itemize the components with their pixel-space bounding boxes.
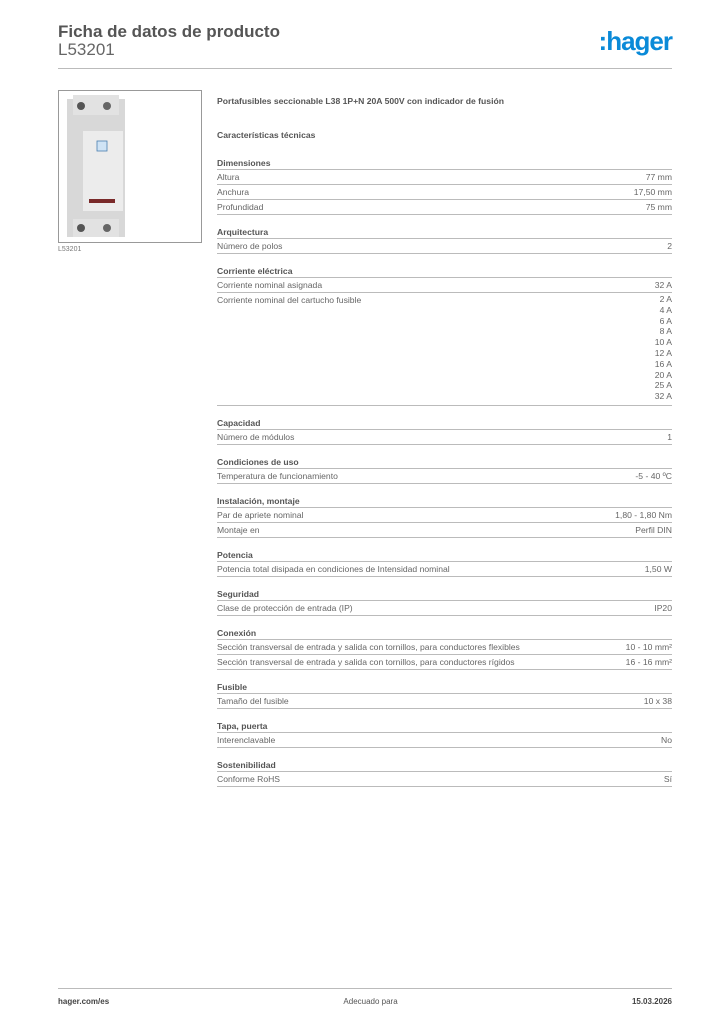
spec-section xyxy=(217,548,672,577)
spec-label: Número de polos xyxy=(217,241,283,251)
spec-row xyxy=(217,469,672,484)
section-title: Potencia xyxy=(217,548,672,562)
spec-row xyxy=(217,601,672,616)
spec-row xyxy=(217,733,672,748)
section-title: Capacidad xyxy=(217,416,672,430)
hager-logo: :hager xyxy=(598,26,672,56)
spec-label: Anchura xyxy=(217,187,250,197)
spec-row xyxy=(217,430,672,445)
spec-value: 1,80 - 1,80 Nm xyxy=(615,509,672,520)
spec-label: Sección transversal de entrada y salida con tornillos, para conductores rígidos xyxy=(217,656,515,667)
spec-value: 2 A xyxy=(659,294,672,304)
spec-label: Potencia total disipada en condiciones de Intensidad nominal xyxy=(217,563,450,574)
spec-section xyxy=(217,680,672,709)
page-title: Ficha de datos de producto xyxy=(58,22,280,41)
footer-website[interactable]: hager.com/es xyxy=(58,997,110,1006)
section-title: Seguridad xyxy=(217,587,672,601)
spec-value: 20 A xyxy=(654,369,672,380)
spec-section xyxy=(217,587,672,616)
section-title: Sostenibilidad xyxy=(217,758,672,772)
section-title: Corriente eléctrica xyxy=(217,264,672,278)
spec-value: 10 - 10 mm² xyxy=(625,641,672,652)
spec-value: 8 A xyxy=(659,326,672,337)
spec-label: Interenclavable xyxy=(217,734,276,745)
spec-row xyxy=(217,640,672,655)
section-title: Conexión xyxy=(217,626,672,640)
spec-row xyxy=(217,200,672,215)
spec-section xyxy=(217,264,672,406)
spec-values xyxy=(655,293,672,405)
spec-value: 12 A xyxy=(654,347,672,358)
section-title: Tapa, puerta xyxy=(217,719,672,733)
spec-section xyxy=(217,455,672,484)
spec-section xyxy=(217,416,672,445)
spec-label: Par de apriete nominal xyxy=(217,509,304,520)
section-title: Instalación, montaje xyxy=(217,494,672,508)
spec-row xyxy=(217,772,672,787)
spec-row xyxy=(217,508,672,523)
spec-section xyxy=(217,758,672,787)
spec-value: 32 A xyxy=(654,280,672,290)
spec-value: 32 A xyxy=(654,391,672,402)
spec-section xyxy=(217,494,672,538)
spec-row xyxy=(217,293,672,406)
spec-value: IP20 xyxy=(654,602,672,613)
spec-label: Sección transversal de entrada y salida con tornillos, para conductores flexibles xyxy=(217,641,520,652)
spec-label: Temperatura de funcionamiento xyxy=(217,470,338,481)
spec-row xyxy=(217,170,672,185)
spec-row xyxy=(217,562,672,577)
spec-value: 10 A xyxy=(654,337,672,348)
spec-row xyxy=(217,185,672,200)
spec-row xyxy=(217,694,672,709)
spec-label: Altura xyxy=(217,172,240,182)
spec-label: Conforme RoHS xyxy=(217,773,281,784)
spec-value: 77 mm xyxy=(645,172,672,182)
spec-value: Sí xyxy=(663,773,672,784)
spec-label: Profundidad xyxy=(217,202,264,212)
product-image xyxy=(58,90,202,243)
spec-value: -5 - 40 ºC xyxy=(635,470,672,481)
spec-label: Montaje en xyxy=(217,524,260,535)
spec-value: 1 xyxy=(667,431,672,442)
product-description: Portafusibles seccionable L38 1P+N 20A 500V con indicador de fusión xyxy=(217,96,504,106)
section-title: Condiciones de uso xyxy=(217,455,672,469)
spec-value: 25 A xyxy=(654,380,672,391)
footer-date: 15.03.2026 xyxy=(631,997,672,1006)
footer xyxy=(58,988,672,1006)
section-title: Dimensiones xyxy=(217,156,672,170)
product-code: L53201 xyxy=(58,40,115,59)
spec-label: Clase de protección de entrada (IP) xyxy=(217,602,353,613)
spec-section xyxy=(217,719,672,748)
spec-label: Corriente nominal del cartucho fusible xyxy=(217,295,362,305)
tech-section-title: Características técnicas xyxy=(217,130,316,140)
spec-value: 2 xyxy=(667,241,672,251)
spec-value: 17,50 mm xyxy=(633,187,672,197)
spec-row xyxy=(217,655,672,670)
spec-row xyxy=(217,523,672,538)
spec-value: 10 x 38 xyxy=(643,695,672,706)
spec-section xyxy=(217,225,672,254)
spec-row xyxy=(217,239,672,254)
image-caption: L53201 xyxy=(58,246,82,253)
spec-value: 16 - 16 mm² xyxy=(625,656,672,667)
spec-value: 6 A xyxy=(659,315,672,326)
spec-row xyxy=(217,278,672,293)
spec-label: Tamaño del fusible xyxy=(217,695,289,706)
spec-value: 4 A xyxy=(659,304,672,315)
section-title: Fusible xyxy=(217,680,672,694)
section-title: Arquitectura xyxy=(217,225,672,239)
spec-label: Número de módulos xyxy=(217,431,295,442)
spec-value: Perfil DIN xyxy=(635,524,672,535)
spec-value: No xyxy=(661,734,672,745)
spec-section xyxy=(217,156,672,215)
spec-label: Corriente nominal asignada xyxy=(217,280,323,290)
header-divider xyxy=(58,68,672,69)
spec-value: 75 mm xyxy=(645,202,672,212)
footer-center: Adecuado para xyxy=(343,997,398,1006)
spec-sheet xyxy=(217,96,672,797)
spec-value: 1,50 W xyxy=(644,563,672,574)
spec-value: 16 A xyxy=(654,358,672,369)
spec-section xyxy=(217,626,672,670)
